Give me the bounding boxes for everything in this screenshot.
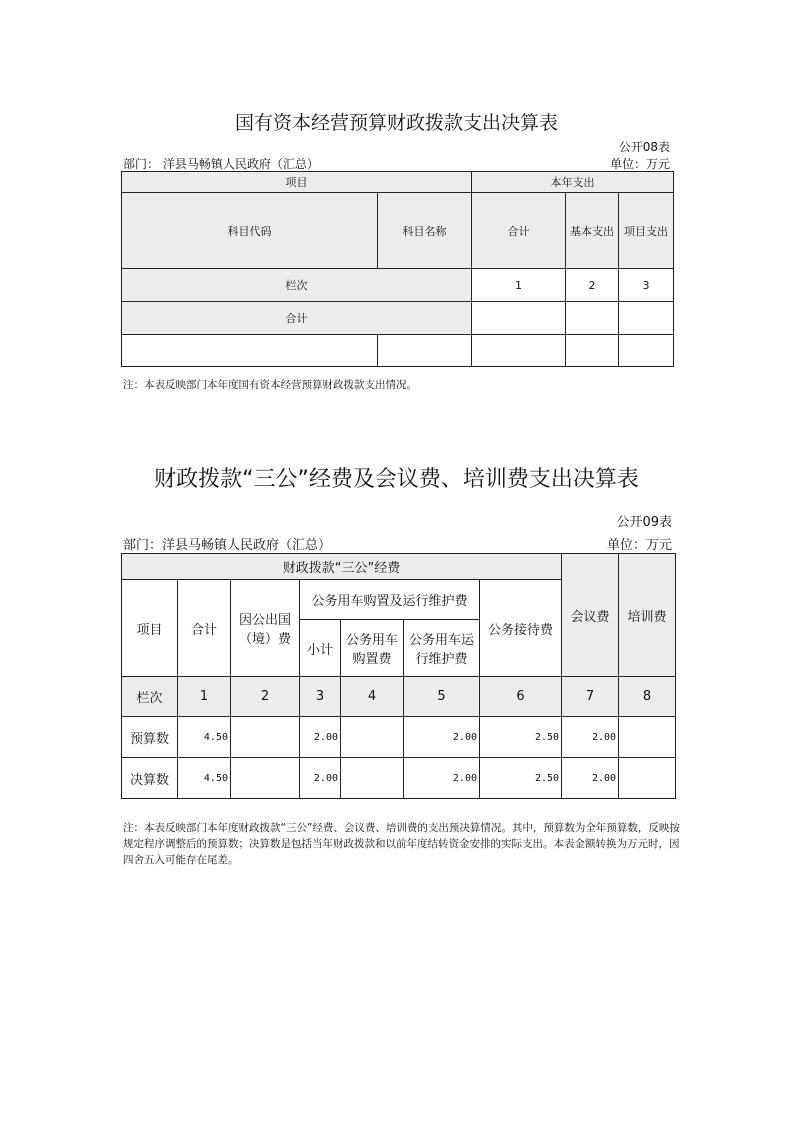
table2-title: 财政拨款“三公”经费及会议费、培训费支出决算表 (154, 467, 639, 492)
table1-code: 公开08表 (618, 140, 670, 154)
empty-cell (472, 335, 566, 367)
table2-note: 注：本表反映部门本年度财政拨款“三公”经费、会议费、培训费的支出预决算情况。其中，预算数为全年预算数，反映按规定程序调整后的预算数；决算数是包括当年财政拨款和以前年度结转资金安排的实际支出。本表金额转换为万元时，因四舍五入可能存在尾差。 (123, 822, 680, 866)
total-cell (619, 302, 674, 335)
value-cell (231, 717, 300, 758)
seq-cell: 3 (619, 269, 674, 302)
table2-unit: 单位：万元 (606, 538, 672, 553)
header-subject-code: 科目代码 (122, 193, 378, 269)
value-cell: 2.00 (300, 758, 341, 799)
table2-code: 公开09表 (616, 515, 672, 530)
table2-department: 部门：洋县马畅镇人民政府（汇总） (123, 538, 332, 553)
seq-cell: 4 (341, 677, 404, 717)
empty-cell (122, 335, 378, 367)
table1-unit: 单位：万元 (609, 157, 670, 171)
header-meeting-fee: 会议费 (562, 554, 619, 677)
header-vehicle-operation: 公务用车运行维护费 (404, 620, 480, 677)
row-seq-label: 栏次 (122, 677, 178, 717)
header-reception-fee: 公务接待费 (480, 580, 562, 677)
value-cell (231, 758, 300, 799)
header-subject-name: 科目名称 (378, 193, 472, 269)
header-current-year: 本年支出 (472, 172, 674, 193)
header-total: 合计 (472, 193, 566, 269)
total-cell (566, 302, 619, 335)
value-cell: 2.00 (404, 717, 480, 758)
header-vehicle-fee: 公务用车购置及运行维护费 (300, 580, 480, 620)
seq-cell: 2 (566, 269, 619, 302)
value-cell: 2.00 (562, 717, 619, 758)
value-cell: 2.00 (562, 758, 619, 799)
seq-cell: 2 (231, 677, 300, 717)
seq-cell: 7 (562, 677, 619, 717)
empty-cell (378, 335, 472, 367)
value-cell (341, 717, 404, 758)
total-cell (472, 302, 566, 335)
header-total: 合计 (178, 580, 231, 677)
value-cell: 4.50 (178, 717, 231, 758)
seq-cell: 3 (300, 677, 341, 717)
header-basic-expense: 基本支出 (566, 193, 619, 269)
value-cell (619, 758, 676, 799)
header-abroad-fee: 因公出国（境）费 (231, 580, 300, 677)
seq-cell: 5 (404, 677, 480, 717)
state-capital-budget-table (121, 171, 674, 367)
row-label-final: 决算数 (122, 758, 178, 799)
header-sangong: 财政拨款“三公”经费 (122, 554, 562, 580)
header-item: 项目 (122, 580, 178, 677)
value-cell: 2.50 (480, 758, 562, 799)
seq-cell: 8 (619, 677, 676, 717)
three-public-expense-table (121, 553, 676, 799)
value-cell (619, 717, 676, 758)
empty-cell (619, 335, 674, 367)
header-training-fee: 培训费 (619, 554, 676, 677)
seq-cell: 1 (472, 269, 566, 302)
header-project-expense: 项目支出 (619, 193, 674, 269)
value-cell: 2.00 (300, 717, 341, 758)
table-row (122, 717, 676, 758)
value-cell: 2.50 (480, 717, 562, 758)
row-seq-label: 栏次 (122, 269, 472, 302)
empty-cell (566, 335, 619, 367)
table1-note: 注：本表反映部门本年度国有资本经营预算财政拨款支出情况。 (123, 379, 417, 391)
header-vehicle-purchase: 公务用车购置费 (341, 620, 404, 677)
table-row (122, 758, 676, 799)
table1-title: 国有资本经营预算财政拨款支出决算表 (234, 112, 558, 134)
header-subtotal: 小计 (300, 620, 341, 677)
value-cell: 4.50 (178, 758, 231, 799)
seq-cell: 1 (178, 677, 231, 717)
seq-cell: 6 (480, 677, 562, 717)
table1-department: 部门： 洋县马畅镇人民政府（汇总） (123, 157, 319, 171)
value-cell (341, 758, 404, 799)
row-label-budget: 预算数 (122, 717, 178, 758)
value-cell: 2.00 (404, 758, 480, 799)
header-item: 项目 (122, 172, 472, 193)
row-total-label: 合计 (122, 302, 472, 335)
